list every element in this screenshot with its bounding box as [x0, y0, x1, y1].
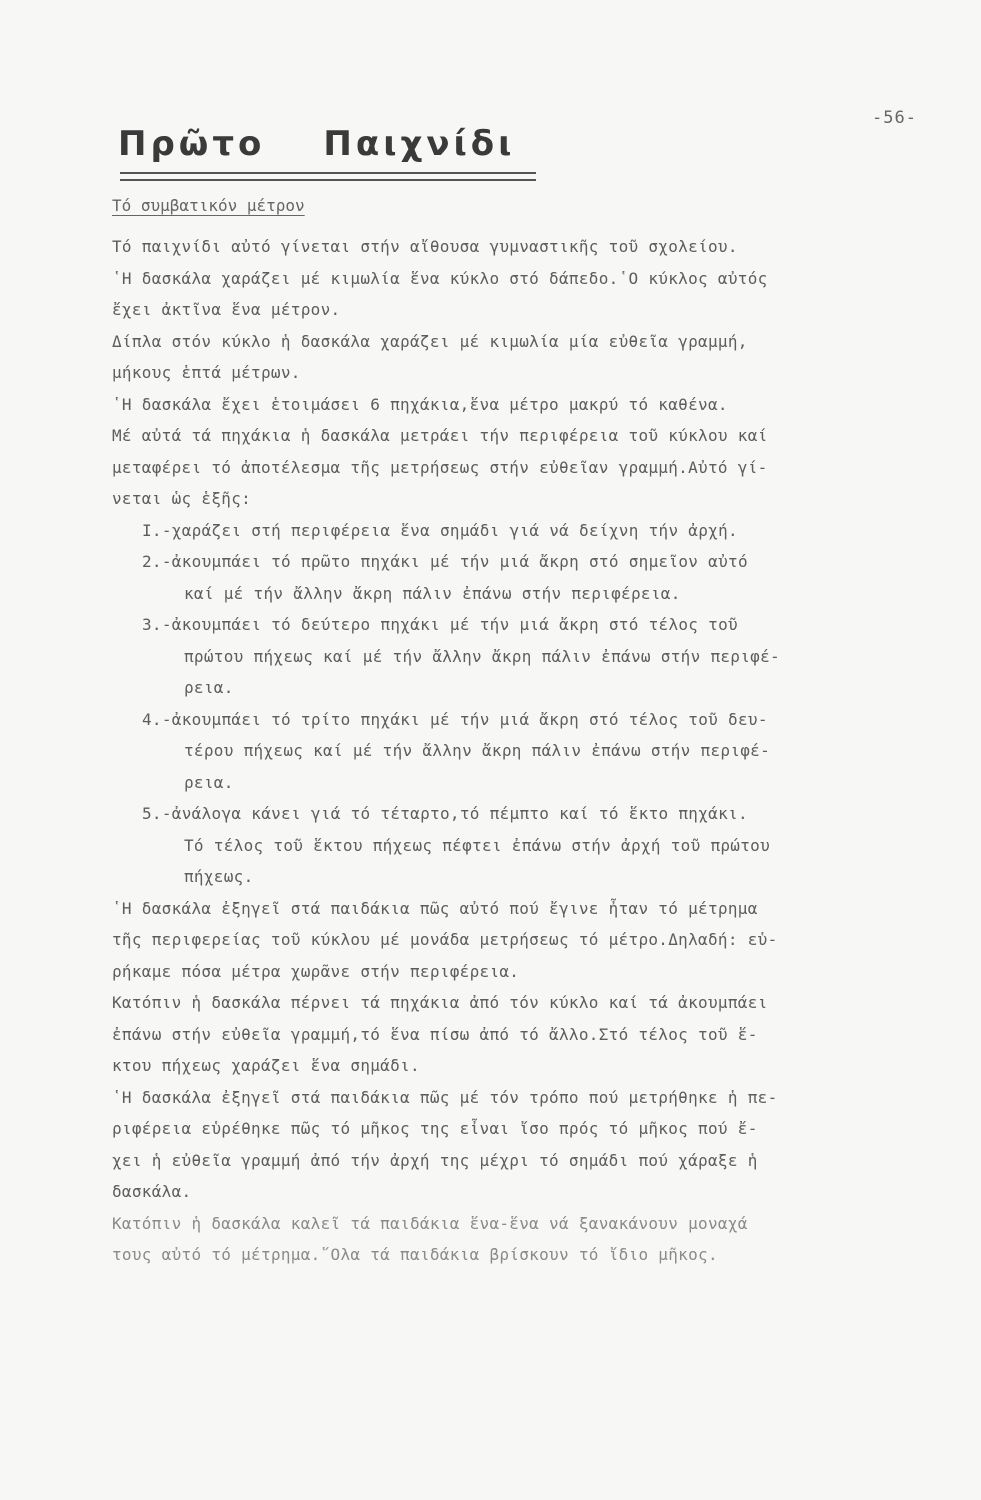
- text-line: τῆς περιφερείας τοῦ κύκλου μέ μονάδα μετρήσεως τό μέτρο.Δηλαδή: εὑ-: [112, 930, 778, 949]
- page-title: [118, 124, 515, 164]
- text-line: ριφέρεια εὑρέθηκε πῶς τό μῆκος της εἶναι ἴσο πρός τό μῆκος πού ἔ-: [112, 1119, 758, 1138]
- title-rule-lower: [120, 179, 536, 181]
- list-item-line: 4.-ἀκουμπάει τό τρίτο πηχάκι μέ τήν μιά ἄκρη στό τέλος τοῦ δευ-: [142, 709, 768, 729]
- text-line: κτου πήχεως χαράζει ἕνα σημάδι.: [112, 1056, 420, 1075]
- text-line: Μέ αὐτά τά πηχάκια ἡ δασκάλα μετράει τήν περιφέρεια τοῦ κύκλου καί: [112, 426, 768, 445]
- list-item-line: πρώτου πήχεως καί μέ τήν ἄλλην ἄκρη πάλιν ἐπάνω στήν περιφέ-: [184, 646, 780, 666]
- text-line: ῾Η δασκάλα ἐξηγεῖ στά παιδάκια πῶς μέ τόν τρόπο πού μετρήθηκε ἡ πε-: [112, 1087, 778, 1107]
- text-line: Τό παιχνίδι αὐτό γίνεται στήν αἴθουσα γυμναστικῆς τοῦ σχολείου.: [112, 237, 738, 256]
- text-line: Δίπλα στόν κύκλο ἡ δασκάλα χαράζει μέ κιμωλία μία εὐθεῖα γραμμή,: [112, 331, 748, 351]
- list-item-line: ρεια.: [184, 678, 234, 697]
- text-line: ῾Η δασκάλα χαράζει μέ κιμωλία ἕνα κύκλο στό δάπεδο.῾Ο κύκλος αὐτός: [112, 268, 768, 288]
- title-rule-upper: [120, 172, 536, 174]
- list-item-line: 2.-ἀκουμπάει τό πρῶτο πηχάκι μέ τήν μιά ἄκρη στό σημεῖον αὐτό: [142, 552, 748, 571]
- text-line: Κατόπιν ἡ δασκάλα πέρνει τά πηχάκια ἀπό τόν κύκλο καί τά ἀκουμπάει: [112, 993, 768, 1012]
- text-line: ρήκαμε πόσα μέτρα χωρᾶνε στήν περιφέρεια.: [112, 961, 520, 981]
- list-item-line: 5.-ἀνάλογα κάνει γιά τό τέταρτο,τό πέμπτο καί τό ἕκτο πηχάκι.: [142, 804, 748, 823]
- text-line: μήκους ἑπτά μέτρων.: [112, 363, 301, 382]
- text-line: χει ἡ εὐθεῖα γραμμή ἀπό τήν ἀρχή της μέχρι τό σημάδι πού χάραξε ἡ: [112, 1150, 758, 1170]
- list-item-line: πήχεως.: [184, 867, 254, 886]
- list-item-line: ρεια.: [184, 772, 234, 792]
- list-item-line: Ι.-χαράζει στή περιφέρεια ἕνα σημάδι γιά νά δείχνη τήν ἀρχή.: [142, 520, 738, 540]
- text-line: ῾Η δασκάλα ἐξηγεῖ στά παιδάκια πῶς αὐτό πού ἔγινε ἦταν τό μέτρημα: [112, 898, 758, 918]
- text-line: μεταφέρει τό ἀποτέλεσμα τῆς μετρήσεως στήν εὐθεῖαν γραμμή.Αὐτό γί-: [112, 457, 768, 477]
- list-item-line: Τό τέλος τοῦ ἕκτου πήχεως πέφτει ἐπάνω στήν ἀρχή τοῦ πρώτου: [184, 835, 771, 855]
- text-line: ἐπάνω στήν εὐθεῖα γραμμή,τό ἕνα πίσω ἀπό τό ἄλλο.Στό τέλος τοῦ ἕ-: [112, 1024, 758, 1044]
- text-line: ῾Η δασκάλα ἔχει ἑτοιμάσει 6 πηχάκια,ἕνα μέτρο μακρύ τό καθένα.: [112, 394, 728, 414]
- text-line: τους αὐτό τό μέτρημα.῞Ολα τά παιδάκια βρίσκουν τό ἴδιο μῆκος.: [112, 1245, 718, 1264]
- section-subtitle: Τό συμβατικόν μέτρον: [112, 196, 305, 215]
- page-number: -56-: [872, 108, 917, 128]
- text-line: δασκάλα.: [112, 1182, 192, 1201]
- body-text: [112, 231, 922, 1271]
- title-word-1: Πρῶτο: [118, 124, 266, 164]
- title-word-2: Παιχνίδι: [323, 124, 516, 164]
- text-line: ἔχει ἀκτῖνα ἕνα μέτρον.: [112, 300, 341, 319]
- list-item-line: καί μέ τήν ἄλλην ἄκρη πάλιν ἐπάνω στήν περιφέρεια.: [184, 583, 681, 603]
- text-line: Κατόπιν ἡ δασκάλα καλεῖ τά παιδάκια ἕνα-ἕνα νά ξανακάνουν μοναχά: [112, 1213, 748, 1233]
- list-item-line: 3.-ἀκουμπάει τό δεύτερο πηχάκι μέ τήν μιά ἄκρη στό τέλος τοῦ: [142, 615, 738, 634]
- list-item-line: τέρου πήχεως καί μέ τήν ἄλλην ἄκρη πάλιν ἐπάνω στήν περιφέ-: [184, 741, 771, 760]
- text-line: νεται ὡς ἑξῆς:: [112, 489, 252, 508]
